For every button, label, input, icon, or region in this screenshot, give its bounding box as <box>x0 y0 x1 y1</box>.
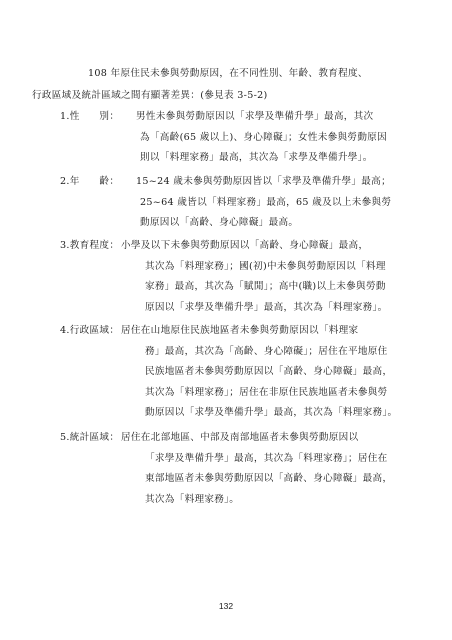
item-line: 動原因以「高齡、身心障礙」最高。 <box>140 217 299 228</box>
item-line: 居住在山地原住民族地區者未參與勞動原因以「料理家 <box>121 325 359 336</box>
intro-line: 行政區域及統計區域之間有顯著差異：(參見表 3-5-2) <box>32 90 268 101</box>
item-heading: 1.性 別： <box>60 111 120 122</box>
item-heading: 4.行政區域： <box>60 325 120 336</box>
list-item-gender <box>60 107 408 169</box>
list-item-admin-region <box>60 321 408 424</box>
item-body <box>121 321 408 424</box>
item-line: 其次為「料理家務」；居住在非原住民族地區者未參與勞 <box>145 386 388 398</box>
intro-paragraph <box>32 63 405 107</box>
item-heading: 3.教育程度： <box>60 240 120 251</box>
item-line: 原因以「求學及準備升學」最高，其次為「料理家務」。 <box>145 301 388 313</box>
item-line: 民族地區者未參與勞動原因以「高齡、身心障礙」最高， <box>145 366 393 377</box>
list-item-education <box>60 236 408 318</box>
item-line: 小學及以下未參與勞動原因以「高齡、身心障礙」最高， <box>121 240 369 251</box>
item-line: 15~24 歲未參與勞動原因皆以「求學及準備升學」最高； <box>136 176 391 187</box>
item-line: 為「高齡(65 歲以上)、身心障礙」；女性未參與勞動原因 <box>140 131 387 143</box>
item-line: 其次為「料理家務」；國(初)中未參與勞動原因以「料理 <box>145 260 386 272</box>
item-line: 動原因以「求學及準備升學」最高，其次為「料理家務」。 <box>145 407 398 418</box>
item-body <box>121 236 408 318</box>
item-heading: 5.統計區域： <box>60 432 120 443</box>
list-item-stat-region <box>60 428 408 510</box>
item-body <box>136 107 408 169</box>
item-line: 其次為「料理家務」。 <box>145 493 240 505</box>
item-line: 務」最高，其次為「高齡、身心障礙」；居住在平地原住 <box>145 345 388 357</box>
item-heading: 2.年 齡： <box>60 176 120 187</box>
item-line: 「求學及準備升學」最高，其次為「料理家務」；居住在 <box>145 452 388 464</box>
item-line: 男性未參與勞動原因以「求學及準備升學」最高，其次 <box>136 111 374 122</box>
intro-line: 108 年原住民未參與勞動原因，在不同性別、年齡、教育程度、 <box>88 68 368 79</box>
item-line: 25~64 歲皆以「料理家務」最高，65 歲及以上未參與勞 <box>140 196 392 208</box>
item-line: 則以「料理家務」最高，其次為「求學及準備升學」。 <box>140 152 373 163</box>
item-line: 家務」最高，其次為「賦閒」；高中(職)以上未參與勞動 <box>145 281 386 292</box>
item-body <box>136 172 408 234</box>
page-number: 132 <box>218 601 234 611</box>
item-line: 居住在北部地區、中部及南部地區者未參與勞動原因以 <box>121 432 359 443</box>
item-body <box>121 428 408 510</box>
list-item-age <box>60 172 408 234</box>
item-line: 東部地區者未參與勞動原因以「高齡、身心障礙」最高， <box>145 473 393 484</box>
